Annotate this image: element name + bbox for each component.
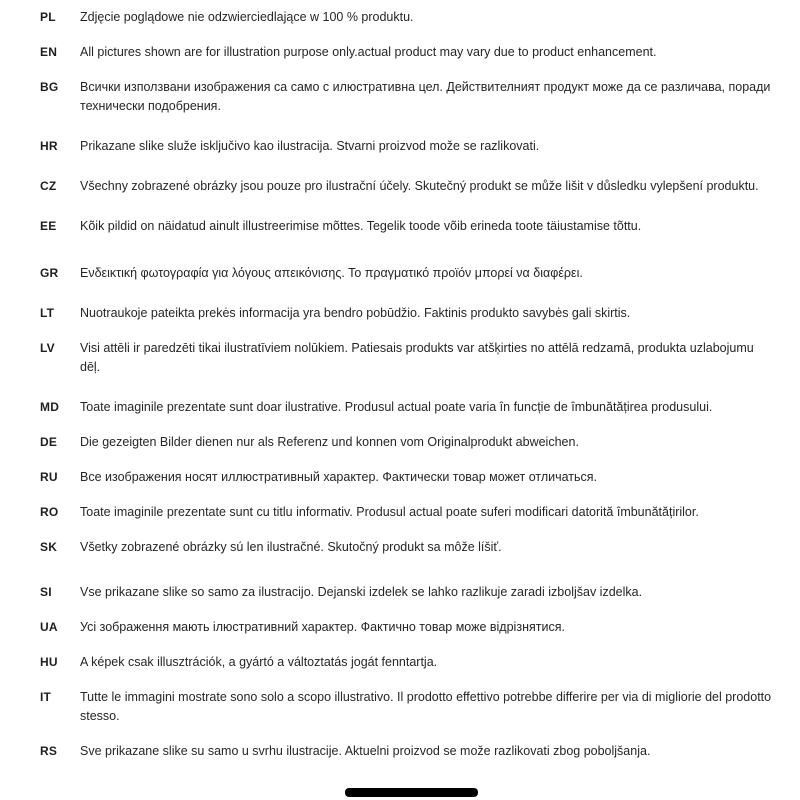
disclaimer-text: Toate imaginile prezentate sunt doar ilustrative. Produsul actual poate varia în funcție de îmbunătățirea produsului. [80, 400, 713, 414]
disclaimer-row [0, 618, 800, 637]
language-code: RO [40, 505, 59, 519]
disclaimer-text: All pictures shown are for illustration purpose only.actual product may vary due to product enhancement. [80, 45, 657, 59]
disclaimer-row [0, 538, 800, 557]
disclaimer-text: Tutte le immagini mostrate sono solo a scopo illustrativo. Il prodotto effettivo potrebbe differire per via di migliorie del prodotto stesso. [80, 690, 772, 723]
disclaimer-row [0, 137, 800, 156]
disclaimer-text: Nuotraukoje pateikta prekės informacija yra bendro pobūdžio. Faktinis produkto savybės gali skirtis. [80, 306, 631, 320]
disclaimer-row [0, 217, 800, 236]
disclaimer-row [0, 339, 800, 377]
disclaimer-row [0, 503, 800, 522]
disclaimer-text: Zdjęcie poglądowe nie odzwierciedlające w 100 % produktu. [80, 10, 414, 24]
disclaimer-row [0, 653, 800, 672]
language-code: SK [40, 540, 58, 554]
disclaimer-row [0, 583, 800, 602]
disclaimer-text: Die gezeigten Bilder dienen nur als Referenz und konnen vom Originalprodukt abweichen. [80, 435, 579, 449]
language-code: LV [40, 341, 55, 355]
disclaimer-text: Prikazane slike služe isključivo kao ilustracija. Stvarni proizvod može se razlikovati. [80, 139, 540, 153]
language-code: LT [40, 306, 55, 320]
disclaimer-text: Усі зображення мають ілюстративний характер. Фактично товар може відрізнятися. [80, 620, 565, 634]
language-code: DE [40, 435, 58, 449]
disclaimer-row [0, 398, 800, 417]
disclaimer-row [0, 177, 800, 196]
disclaimer-text: Visi attēli ir paredzēti tikai ilustratīviem nolūkiem. Patiesais produkts var atšķirties no attēlā redzamā, produkta uzlabojumu dēļ. [80, 341, 754, 374]
language-code: IT [40, 690, 52, 704]
language-code: MD [40, 400, 60, 414]
disclaimer-row [0, 304, 800, 323]
language-code: BG [40, 80, 59, 94]
disclaimer-row [0, 43, 800, 62]
disclaimer-text: A képek csak illusztrációk, a gyártó a változtatás jogát fenntartja. [80, 655, 438, 669]
language-code: GR [40, 266, 59, 280]
disclaimer-text: Všechny zobrazené obrázky jsou pouze pro ilustrační účely. Skutečný produkt se může lišit v důsledku vylepšení produktu. [80, 179, 759, 193]
disclaimer-row [0, 264, 800, 283]
disclaimer-row [0, 742, 800, 761]
disclaimer-row [0, 78, 800, 116]
language-code: SI [40, 585, 52, 599]
language-code: RU [40, 470, 58, 484]
disclaimer-row [0, 688, 800, 726]
disclaimer-text: Все изображения носят иллюстративный характер. Фактически товар может отличаться. [80, 470, 598, 484]
language-code: CZ [40, 179, 57, 193]
disclaimer-text: Všetky zobrazené obrázky sú len ilustračné. Skutočný produkt sa môže líšiť. [80, 540, 502, 554]
language-code: PL [40, 10, 56, 24]
disclaimer-text: Всички използвани изображения са само с илюстративна цел. Действителният продукт може да се различава, поради технически подобрения. [80, 80, 771, 113]
language-code: EE [40, 219, 57, 233]
disclaimer-text: Sve prikazane slike su samo u svrhu ilustracije. Aktuelni proizvod se može razlikovati zbog poboljšanja. [80, 744, 651, 758]
language-code: EN [40, 45, 58, 59]
language-code: RS [40, 744, 58, 758]
disclaimer-row [0, 433, 800, 452]
disclaimer-row [0, 468, 800, 487]
language-code: UA [40, 620, 58, 634]
disclaimer-text: Ενδεικτική φωτογραφία για λόγους απεικόνισης. Το πραγματικό προϊόν μπορεί να διαφέρει. [80, 266, 583, 280]
language-code: HR [40, 139, 58, 153]
disclaimer-row [0, 8, 800, 27]
footer-bar [345, 788, 478, 797]
disclaimer-text: Toate imaginile prezentate sunt cu titlu informativ. Produsul actual poate suferi modificari datorită îmbunătățirilor. [80, 505, 699, 519]
language-code: HU [40, 655, 58, 669]
disclaimer-text: Kõik pildid on näidatud ainult illustreerimise mõttes. Tegelik toode võib erineda toote täiustamise tõttu. [80, 219, 642, 233]
disclaimer-text: Vse prikazane slike so samo za ilustracijo. Dejanski izdelek se lahko razlikuje zaradi izboljšav izdelka. [80, 585, 643, 599]
